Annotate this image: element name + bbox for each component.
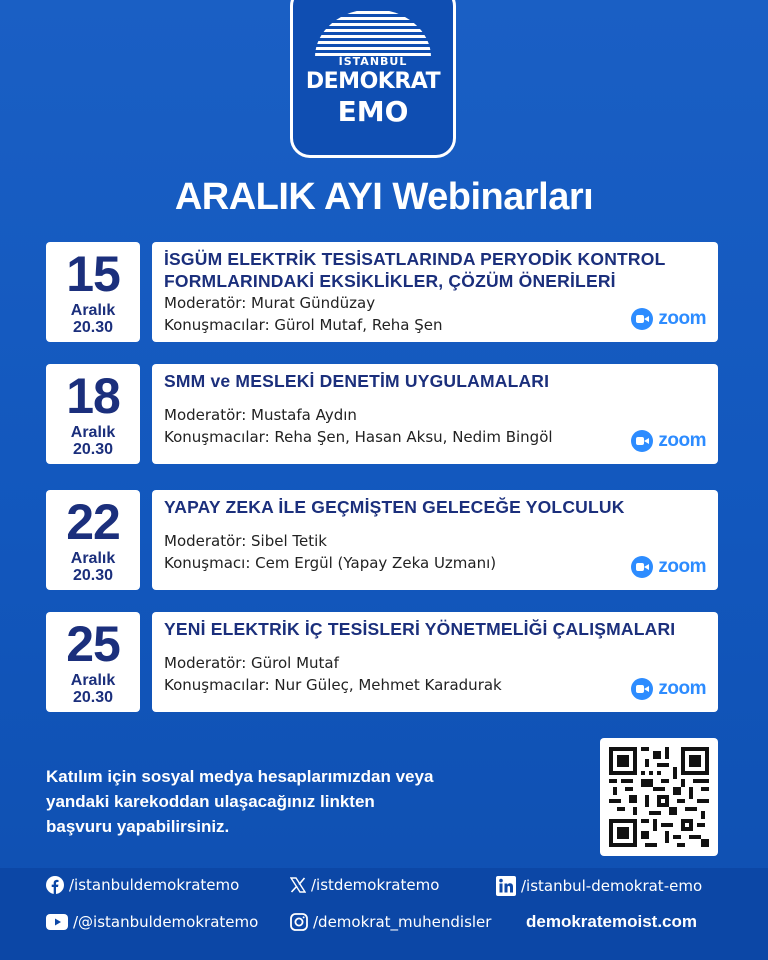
event-month: Aralık <box>70 302 116 319</box>
zoom-badge <box>631 556 706 578</box>
event-month: Aralık <box>70 672 116 689</box>
x-link[interactable] <box>290 876 439 894</box>
logo-line-2: DEMOKRAT <box>305 69 441 94</box>
facebook-handle: /istanbuldemokratemo <box>69 876 240 894</box>
zoom-label: zoom <box>658 430 706 451</box>
event-row <box>46 242 718 344</box>
page-title: ARALIK AYI Webinarları <box>174 176 594 218</box>
event-moderator: Moderatör: Gürol Mutaf <box>164 654 339 672</box>
zoom-label: zoom <box>658 678 706 699</box>
event-day: 18 <box>66 368 120 424</box>
event-time: 20.30 <box>72 689 114 706</box>
linkedin-icon <box>496 876 516 896</box>
zoom-camera-icon <box>631 430 653 452</box>
youtube-icon <box>46 914 68 930</box>
info-line-1: Katılım için sosyal medya hesaplarımızdan veya <box>46 767 434 786</box>
event-title-line-2: FORMLARINDAKİ EKSİKLİKLER, ÇÖZÜM ÖNERİLERİ <box>164 271 616 291</box>
logo-line-3: EMO <box>337 95 409 128</box>
event-moderator: Moderatör: Mustafa Aydın <box>164 406 357 424</box>
zoom-label: zoom <box>658 556 706 577</box>
event-row <box>46 364 718 466</box>
zoom-badge <box>631 308 706 330</box>
event-speakers: Konuşmacılar: Nur Güleç, Mehmet Karadurak <box>164 676 502 694</box>
event-card <box>152 364 718 464</box>
info-line-3: başvuru yapabilirsiniz. <box>46 817 230 836</box>
zoom-label: zoom <box>658 308 706 329</box>
event-moderator: Moderatör: Murat Gündüzay <box>164 294 376 312</box>
date-box <box>46 490 140 590</box>
facebook-icon <box>46 876 64 894</box>
event-speakers: Konuşmacı: Cem Ergül (Yapay Zeka Uzmanı) <box>164 554 497 572</box>
event-day: 22 <box>66 494 120 550</box>
registration-info <box>46 764 566 839</box>
event-title: SMM ve MESLEKİ DENETİM UYGULAMALARI <box>164 371 550 391</box>
logo <box>290 0 456 158</box>
event-time: 20.30 <box>72 567 114 584</box>
date-box <box>46 242 140 342</box>
event-row <box>46 490 718 592</box>
event-card <box>152 490 718 590</box>
event-card <box>152 612 718 712</box>
zoom-camera-icon <box>631 556 653 578</box>
event-day: 25 <box>66 616 120 672</box>
event-time: 20.30 <box>72 441 114 458</box>
event-time: 20.30 <box>72 319 114 336</box>
event-month: Aralık <box>70 550 116 567</box>
qr-code[interactable] <box>600 738 718 856</box>
youtube-handle: /@istanbuldemokratemo <box>73 913 259 931</box>
facebook-link[interactable] <box>46 876 239 894</box>
zoom-camera-icon <box>631 678 653 700</box>
qr-code-icon <box>609 747 709 847</box>
event-day: 15 <box>66 246 120 302</box>
event-title: YAPAY ZEKA İLE GEÇMİŞTEN GELECEĞE YOLCULUK <box>164 497 625 517</box>
date-box <box>46 612 140 712</box>
event-speakers: Konuşmacılar: Gürol Mutaf, Reha Şen <box>164 316 443 334</box>
x-icon <box>290 877 306 893</box>
event-moderator: Moderatör: Sibel Tetik <box>164 532 327 550</box>
youtube-link[interactable] <box>46 913 258 931</box>
zoom-badge <box>631 678 706 700</box>
event-month: Aralık <box>70 424 116 441</box>
x-handle: /istdemokratemo <box>311 876 440 894</box>
date-box <box>46 364 140 464</box>
event-row <box>46 612 718 714</box>
event-speakers: Konuşmacılar: Reha Şen, Hasan Aksu, Nedim Bingöl <box>164 428 553 446</box>
instagram-handle: /demokrat_muhendisler <box>313 913 492 931</box>
instagram-link[interactable] <box>290 913 491 931</box>
linkedin-handle: /istanbul-demokrat-emo <box>521 877 703 895</box>
event-card <box>152 242 718 342</box>
zoom-badge <box>631 430 706 452</box>
info-line-2: yandaki karekoddan ulaşacağınız linkten <box>46 792 375 811</box>
footer <box>0 868 768 960</box>
dome-graphic <box>311 9 435 57</box>
website-link[interactable]: demokratemoist.com <box>526 912 697 931</box>
linkedin-link[interactable] <box>496 876 702 896</box>
event-title: İSGÜM ELEKTRİK TESİSATLARINDA PERYODİK KONTROL <box>164 249 666 269</box>
logo-line-1: İSTANBUL <box>338 55 408 68</box>
zoom-camera-icon <box>631 308 653 330</box>
event-title: YENİ ELEKTRİK İÇ TESİSLERİ YÖNETMELİĞİ ÇALIŞMALARI <box>164 619 676 639</box>
instagram-icon <box>290 913 308 931</box>
